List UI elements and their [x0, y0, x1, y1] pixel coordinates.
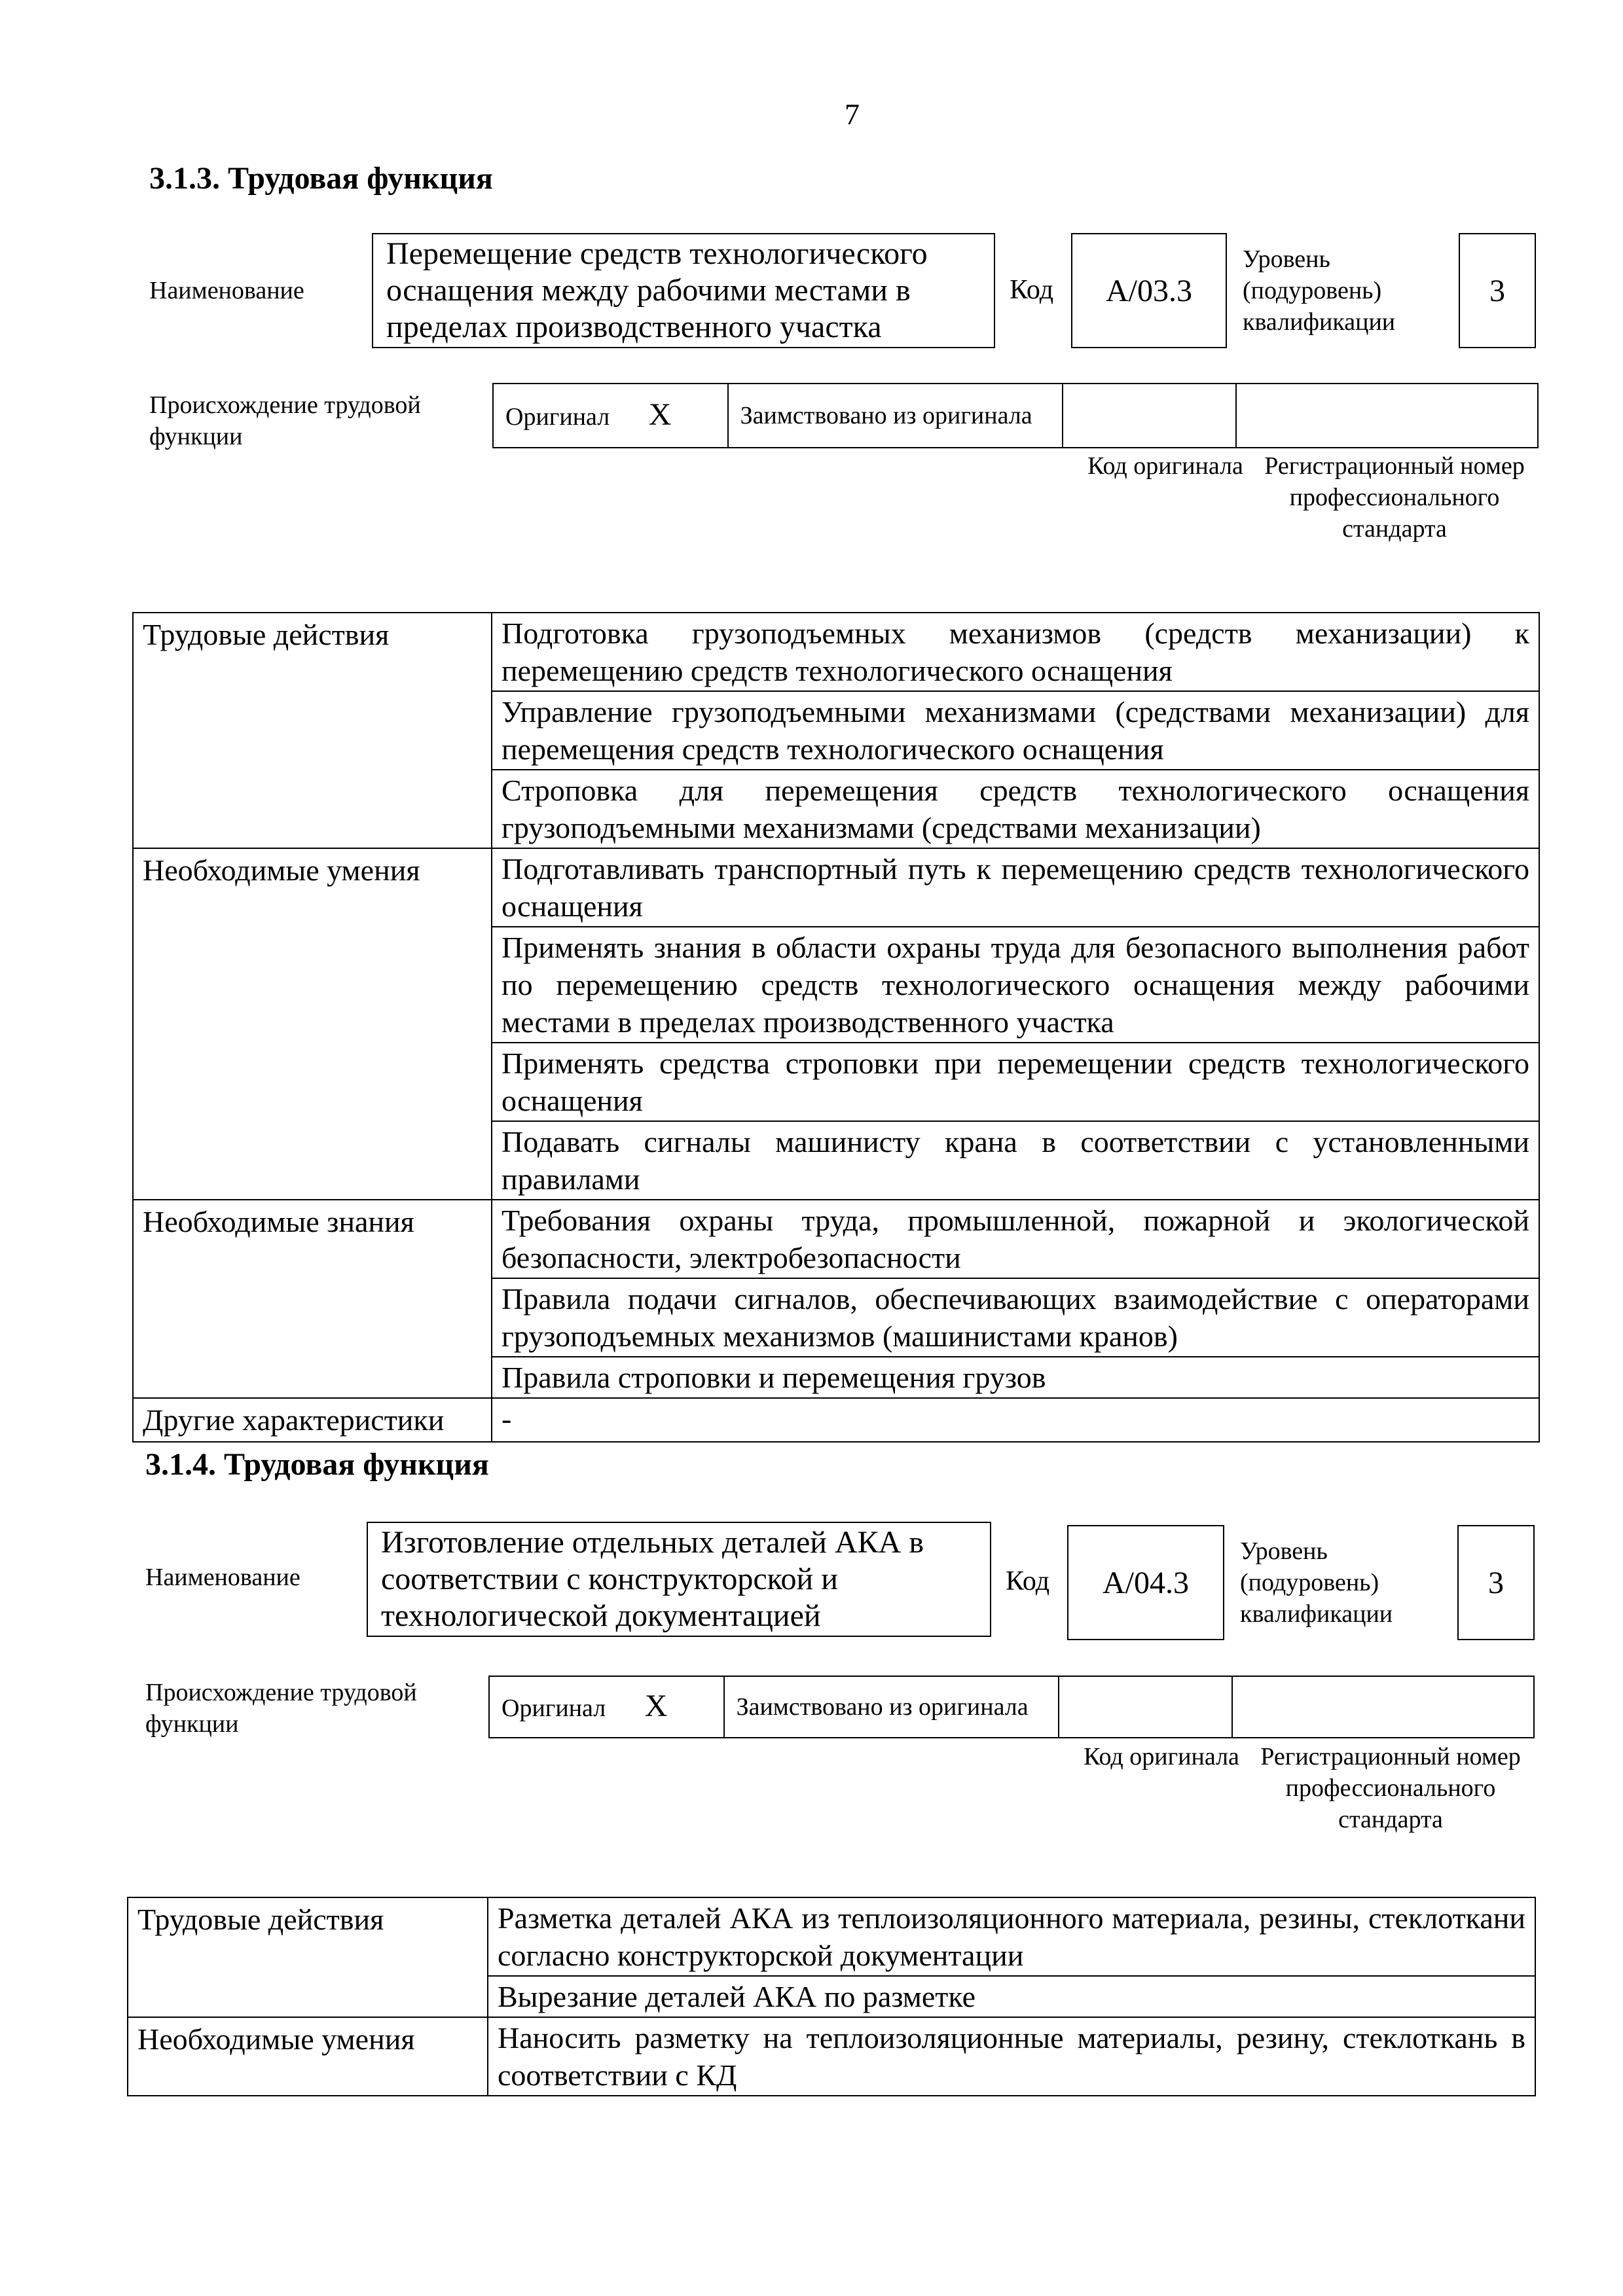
origin-label: Происхождение трудовой функции — [149, 391, 421, 450]
caption-reg: Регистрационный номер профессионального стандарта — [1260, 1743, 1521, 1833]
origin-mark: X — [644, 1688, 668, 1723]
origin-original-cell — [493, 384, 728, 448]
table-row — [133, 848, 1539, 927]
origin-label: Происхождение трудовой функции — [145, 1679, 417, 1738]
origin-borrowed-cell — [724, 1676, 1059, 1738]
action-item: Подготовка грузоподъемных механизмов (средств механизации) к перемещению средств технологического оснащения — [492, 613, 1539, 691]
table-row — [133, 1200, 1539, 1278]
function-details-table — [132, 612, 1540, 1443]
origin-original: Оригинал — [505, 403, 610, 431]
action-item: Разметка деталей АКА из теплоизоляционного материала, резины, стеклоткани согласно конструкторской документации — [488, 1897, 1535, 1976]
code-value: A/03.3 — [1106, 273, 1192, 308]
table-row — [128, 1897, 1535, 1976]
origin-original-cell — [489, 1676, 724, 1738]
origin-mark: X — [648, 397, 672, 432]
code-label: Код — [1006, 1566, 1050, 1596]
caption-reg: Регистрационный номер профессионального стандарта — [1264, 452, 1525, 543]
origin-table — [488, 1676, 1535, 1738]
knowledge-label: Необходимые знания — [133, 1200, 492, 1398]
knowledge-item: Требования охраны труда, промышленной, пожарной и экологической безопасности, электробезопасности — [492, 1200, 1539, 1278]
skills-label: Необходимые умения — [128, 2017, 488, 2096]
knowledge-item: Правила подачи сигналов, обеспечивающих взаимодействие с операторами грузоподъемных механизмов (машинистами кранов) — [492, 1278, 1539, 1357]
level-label: Уровень (подуровень) квалификации — [1240, 1537, 1393, 1628]
level-value: 3 — [1488, 1565, 1504, 1600]
code-box — [1071, 233, 1227, 348]
caption-code: Код оригинала — [1087, 452, 1243, 480]
section-heading: 3.1.4. Трудовая функция — [145, 1447, 489, 1482]
table-row — [133, 1398, 1539, 1442]
function-name-box — [372, 233, 995, 348]
caption-code: Код оригинала — [1084, 1743, 1239, 1770]
table-row — [128, 2017, 1535, 2096]
function-name: Изготовление отдельных деталей АКА в соответствии с конструкторской и технологической документацией — [381, 1525, 924, 1633]
code-label: Код — [1010, 275, 1054, 305]
registration-number-cell — [1232, 1676, 1534, 1738]
skill-item: Подготавливать транспортный путь к перемещению средств технологического оснащения — [492, 848, 1539, 927]
origin-table — [492, 383, 1539, 448]
function-name-box — [367, 1522, 991, 1637]
action-item: Управление грузоподъемными механизмами (средствами механизации) для перемещения средств технологического оснащения — [492, 691, 1539, 770]
origin-borrowed: Заимствовано из оригинала — [736, 1693, 1029, 1721]
code-value: A/04.3 — [1103, 1565, 1189, 1600]
origin-borrowed: Заимствовано из оригинала — [740, 402, 1032, 429]
skills-label: Необходимые умения — [133, 848, 492, 1200]
code-box — [1067, 1525, 1224, 1640]
origin-original: Оригинал — [501, 1694, 606, 1722]
level-box — [1457, 1525, 1535, 1640]
other-value: - — [492, 1398, 1539, 1442]
table-row — [133, 613, 1539, 691]
origin-borrowed-cell — [728, 384, 1063, 448]
name-label: Наименование — [145, 1564, 301, 1591]
skill-item: Применять средства строповки при перемещении средств технологического оснащения — [492, 1043, 1539, 1121]
other-label: Другие характеристики — [133, 1398, 492, 1442]
page-number: 7 — [845, 98, 860, 131]
skill-item: Применять знания в области охраны труда для безопасного выполнения работ по перемещению средств технологического оснащения между рабочими местами в пределах производственного участка — [492, 927, 1539, 1043]
action-item: Вырезание деталей АКА по разметке — [488, 1976, 1535, 2017]
level-box — [1459, 233, 1536, 348]
knowledge-item: Правила строповки и перемещения грузов — [492, 1357, 1539, 1398]
skill-item: Наносить разметку на теплоизоляционные материалы, резину, стеклоткань в соответствии с КД — [488, 2017, 1535, 2096]
level-label: Уровень (подуровень) квалификации — [1243, 245, 1396, 336]
original-code-cell — [1059, 1676, 1232, 1738]
actions-label: Трудовые действия — [128, 1897, 488, 2017]
function-details-table — [127, 1897, 1536, 2096]
skill-item: Подавать сигналы машинисту крана в соответствии с установленными правилами — [492, 1121, 1539, 1200]
action-item: Строповка для перемещения средств технологического оснащения грузоподъемными механизмами (средствами механизации) — [492, 770, 1539, 848]
registration-number-cell — [1236, 384, 1538, 448]
actions-label: Трудовые действия — [133, 613, 492, 848]
section-heading: 3.1.3. Трудовая функция — [149, 161, 493, 196]
function-name: Перемещение средств технологического оснащения между рабочими местами в пределах производственного участка — [386, 236, 928, 344]
name-label: Наименование — [149, 277, 304, 304]
original-code-cell — [1063, 384, 1236, 448]
level-value: 3 — [1489, 273, 1505, 308]
